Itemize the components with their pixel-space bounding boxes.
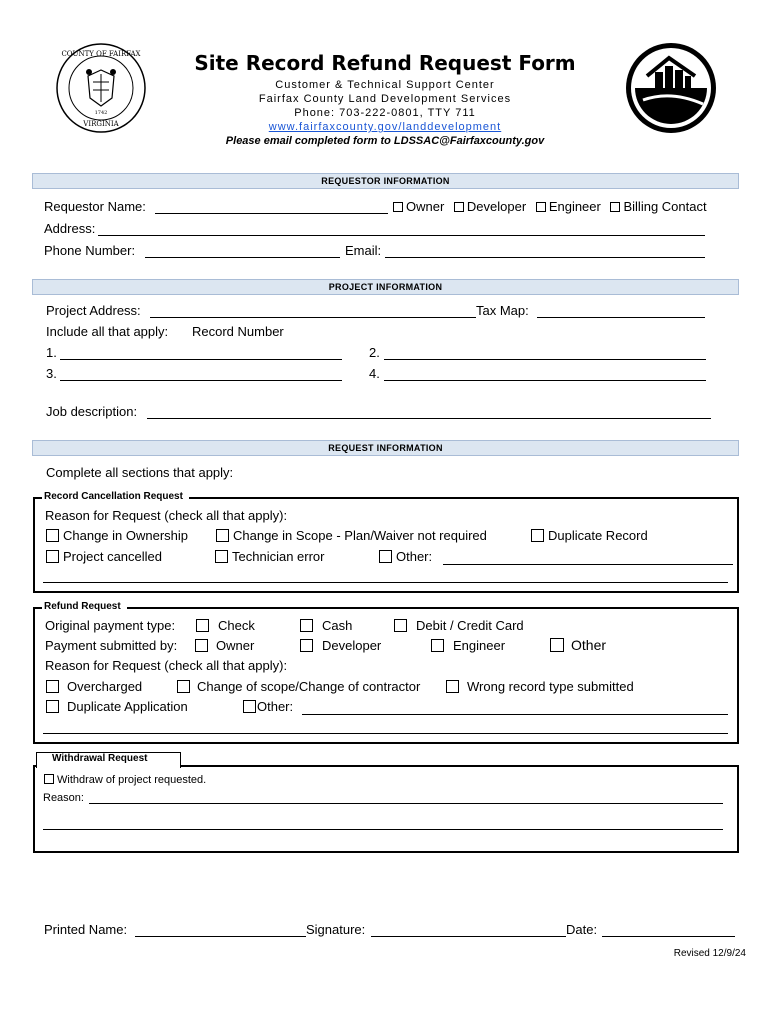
withdrawal-extra-line[interactable] bbox=[43, 829, 723, 830]
support-center: Customer & Technical Support Center bbox=[275, 79, 495, 91]
revision-date: Revised 12/9/24 bbox=[673, 948, 746, 959]
withdrawal-legend: Withdrawal Request bbox=[50, 753, 153, 764]
project-section-heading: PROJECT INFORMATION bbox=[32, 279, 739, 295]
cancellation-legend: Record Cancellation Request bbox=[42, 491, 189, 502]
role-billing-checkbox[interactable] bbox=[610, 202, 620, 212]
pay-card-checkbox[interactable] bbox=[394, 619, 407, 632]
record-number-label: Record Number bbox=[192, 324, 284, 339]
requestor-section-heading: REQUESTOR INFORMATION bbox=[32, 173, 739, 189]
email-label: Email: bbox=[345, 243, 382, 258]
record-1-label: 1. bbox=[46, 345, 57, 360]
submitted-developer-checkbox[interactable] bbox=[300, 639, 313, 652]
technician-error-checkbox[interactable] bbox=[215, 550, 228, 563]
phone-field[interactable] bbox=[145, 257, 340, 258]
withdrawal-reason-label: Reason: bbox=[43, 792, 84, 804]
date-field[interactable] bbox=[602, 936, 735, 937]
signature-label: Signature: bbox=[306, 922, 366, 937]
address-label: Address: bbox=[44, 221, 96, 236]
withdrawal-reason-field[interactable] bbox=[89, 803, 723, 804]
role-engineer-checkbox[interactable] bbox=[536, 202, 546, 212]
tax-map-field[interactable] bbox=[537, 317, 705, 318]
overcharged-checkbox[interactable] bbox=[46, 680, 59, 693]
submitted-by-label: Payment submitted by: bbox=[45, 638, 178, 653]
refund-reason-label: Reason for Request (check all that apply): bbox=[45, 658, 288, 673]
project-address-field[interactable] bbox=[150, 317, 476, 318]
cancellation-other-checkbox[interactable] bbox=[379, 550, 392, 563]
cancellation-extra-line[interactable] bbox=[43, 582, 728, 583]
svg-text:VIRGINIA: VIRGINIA bbox=[83, 120, 119, 128]
requestor-name-label: Requestor Name: bbox=[44, 199, 146, 214]
pay-check-checkbox[interactable] bbox=[196, 619, 209, 632]
website-link[interactable]: www.fairfaxcounty.gov/landdevelopment bbox=[268, 121, 502, 133]
tax-map-label: Tax Map: bbox=[476, 303, 529, 318]
cancellation-other-field[interactable] bbox=[443, 564, 733, 565]
wrong-record-type-checkbox[interactable] bbox=[446, 680, 459, 693]
date-label: Date: bbox=[566, 922, 598, 937]
record-2-label: 2. bbox=[369, 345, 380, 360]
email-field[interactable] bbox=[385, 257, 705, 258]
requestor-name-field[interactable] bbox=[155, 213, 388, 214]
project-cancelled-checkbox[interactable] bbox=[46, 550, 59, 563]
pay-cash-checkbox[interactable] bbox=[300, 619, 313, 632]
submitted-engineer-checkbox[interactable] bbox=[431, 639, 444, 652]
request-intro: Complete all sections that apply: bbox=[46, 465, 234, 480]
role-owner-checkbox[interactable] bbox=[393, 202, 403, 212]
department-name: Fairfax County Land Development Services bbox=[258, 93, 512, 105]
phone-info: Phone: 703-222-0801, TTY 711 bbox=[294, 107, 476, 119]
change-contractor-checkbox[interactable] bbox=[177, 680, 190, 693]
duplicate-record-checkbox[interactable] bbox=[531, 529, 544, 542]
form-title: Site Record Refund Request Form bbox=[194, 51, 576, 75]
submitted-owner-checkbox[interactable] bbox=[195, 639, 208, 652]
change-ownership-checkbox[interactable] bbox=[46, 529, 59, 542]
printed-name-field[interactable] bbox=[135, 936, 306, 937]
svg-text:1742: 1742 bbox=[94, 110, 108, 116]
record-4-field[interactable] bbox=[384, 380, 706, 381]
svg-text:COUNTY OF FAIRFAX: COUNTY OF FAIRFAX bbox=[61, 50, 141, 58]
record-3-field[interactable] bbox=[60, 380, 342, 381]
change-scope-checkbox[interactable] bbox=[216, 529, 229, 542]
refund-other-checkbox[interactable] bbox=[243, 700, 256, 713]
signature-field[interactable] bbox=[371, 936, 566, 937]
address-field[interactable] bbox=[98, 235, 705, 236]
submitted-other-checkbox[interactable] bbox=[550, 638, 564, 652]
refund-other-field[interactable] bbox=[302, 714, 728, 715]
record-4-label: 4. bbox=[369, 366, 380, 381]
cancellation-reason-label: Reason for Request (check all that apply): bbox=[45, 508, 288, 523]
lds-building-logo bbox=[625, 42, 717, 134]
payment-type-label: Original payment type: bbox=[45, 618, 176, 633]
record-2-field[interactable] bbox=[384, 359, 706, 360]
role-developer-checkbox[interactable] bbox=[454, 202, 464, 212]
request-section-heading: REQUEST INFORMATION bbox=[32, 440, 739, 456]
include-label: Include all that apply: bbox=[46, 324, 169, 339]
record-1-field[interactable] bbox=[60, 359, 342, 360]
job-description-label: Job description: bbox=[46, 404, 138, 419]
record-3-label: 3. bbox=[46, 366, 57, 381]
project-address-label: Project Address: bbox=[46, 303, 141, 318]
refund-legend: Refund Request bbox=[42, 601, 127, 612]
duplicate-application-checkbox[interactable] bbox=[46, 700, 59, 713]
phone-label: Phone Number: bbox=[44, 243, 136, 258]
refund-extra-line[interactable] bbox=[43, 733, 728, 734]
job-description-field[interactable] bbox=[147, 418, 711, 419]
withdraw-project-checkbox[interactable] bbox=[44, 774, 54, 784]
email-instruction: Please email completed form to LDSSAC@Fairfaxcounty.gov bbox=[225, 135, 545, 147]
printed-name-label: Printed Name: bbox=[44, 922, 128, 937]
